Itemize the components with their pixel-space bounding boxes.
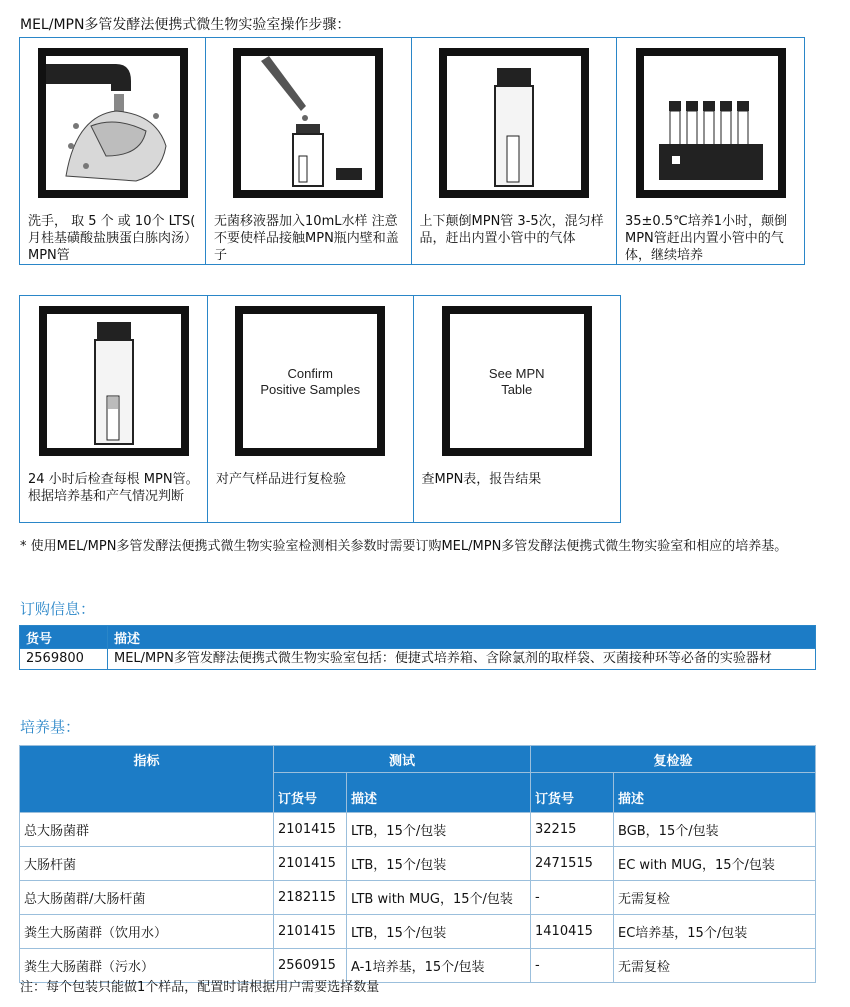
order-header-desc: 描述 bbox=[108, 626, 816, 649]
media-confirm-code: 1410415 bbox=[531, 915, 614, 949]
media-confirm-desc: EC with MUG，15个/包装 bbox=[614, 847, 816, 881]
media-header-indicator: 指标 bbox=[20, 746, 274, 813]
step-caption: 查MPN表，报告结果 bbox=[421, 472, 542, 487]
media-test-desc: LTB，15个/包装 bbox=[347, 847, 531, 881]
step-caption: 24 小时后检查每根 MPN管。根据培养基和产气情况判断 bbox=[28, 472, 199, 504]
media-confirm-desc: 无需复检 bbox=[614, 949, 816, 983]
media-indicator: 大肠杆菌 bbox=[20, 847, 274, 881]
media-indicator: 粪生大肠菌群（饮用水） bbox=[20, 915, 274, 949]
order-header-code: 货号 bbox=[20, 626, 108, 649]
media-sub-confirm-desc: 描述 bbox=[614, 773, 816, 813]
confirm-frame-text: Confirm Positive Samples bbox=[260, 366, 361, 397]
order-code: 2569800 bbox=[20, 649, 108, 670]
media-test-desc: A-1培养基，15个/包装 bbox=[347, 949, 531, 983]
step-caption: 洗手， 取 5 个 或 10个 LTS( 月桂基磺酸盐胰蛋白胨肉汤）MPN管 bbox=[28, 214, 198, 263]
step-cell bbox=[208, 296, 414, 523]
media-confirm-desc: BGB，15个/包装 bbox=[614, 813, 816, 847]
media-test-code: 2101415 bbox=[274, 915, 347, 949]
media-confirm-code: - bbox=[531, 881, 614, 915]
page-title: MEL/MPN多管发酵法便携式微生物实验室操作步骤： bbox=[20, 17, 351, 33]
media-table bbox=[19, 745, 816, 983]
step-caption: 无菌移液器加入10mL水样 注意不要使样品接触MPN瓶内壁和盖子 bbox=[214, 214, 399, 263]
pipette-icon bbox=[233, 48, 383, 198]
media-header-confirm: 复检验 bbox=[531, 746, 816, 773]
media-confirm-desc: EC培养基，15个/包装 bbox=[614, 915, 816, 949]
order-table bbox=[19, 625, 816, 670]
step-cell bbox=[617, 38, 805, 265]
step-cell bbox=[411, 38, 616, 265]
media-test-code: 2182115 bbox=[274, 881, 347, 915]
confirm-icon bbox=[235, 306, 385, 456]
media-test-desc: LTB with MUG，15个/包装 bbox=[347, 881, 531, 915]
step-caption: 对产气样品进行复检验 bbox=[216, 472, 347, 487]
order-section-title: 订购信息： bbox=[20, 600, 96, 618]
mpn-tube-gas-icon bbox=[39, 306, 189, 456]
media-confirm-code: 32215 bbox=[531, 813, 614, 847]
media-indicator: 总大肠菌群 bbox=[20, 813, 274, 847]
steps-grid-row1 bbox=[19, 37, 805, 265]
media-test-code: 2101415 bbox=[274, 847, 347, 881]
media-test-desc: LTB，15个/包装 bbox=[347, 813, 531, 847]
table-row bbox=[20, 915, 816, 949]
media-confirm-code: - bbox=[531, 949, 614, 983]
media-sub-test-desc: 描述 bbox=[347, 773, 531, 813]
media-section-title: 培养基： bbox=[20, 718, 81, 736]
media-test-code: 2560915 bbox=[274, 949, 347, 983]
media-indicator: 总大肠菌群/大肠杆菌 bbox=[20, 881, 274, 915]
step-caption: 35±0.5℃培养1小时，颠倒MPN管赶出内置小管中的气体，继续培养 bbox=[625, 214, 787, 263]
media-sub-confirm-code: 订货号 bbox=[531, 773, 614, 813]
footnote: 注：每个包装只能做1个样品，配置时请根据用户需要选择数量 bbox=[20, 980, 380, 995]
usage-note: * 使用MEL/MPN多管发酵法便携式微生物实验室检测相关参数时需要订购MEL/MPN多管发酵法便携式微生物实验室和相应的培养基。 bbox=[20, 539, 788, 554]
table-row bbox=[20, 813, 816, 847]
mpn-tube-icon bbox=[439, 48, 589, 198]
media-sub-test-code: 订货号 bbox=[274, 773, 347, 813]
step-caption: 上下颠倒MPN管 3-5次，混匀样品，赶出内置小管中的气体 bbox=[419, 214, 604, 246]
media-test-code: 2101415 bbox=[274, 813, 347, 847]
order-desc: MEL/MPN多管发酵法便携式微生物实验室包括：便捷式培养箱、含除氯剂的取样袋、灭菌接种环等必备的实验器材 bbox=[108, 649, 816, 670]
table-row bbox=[20, 881, 816, 915]
table-row bbox=[20, 847, 816, 881]
incubator-icon bbox=[636, 48, 786, 198]
media-confirm-code: 2471515 bbox=[531, 847, 614, 881]
step-cell bbox=[20, 38, 206, 265]
steps-grid-row2 bbox=[19, 295, 621, 523]
mpn-table-frame-text: See MPN Table bbox=[488, 366, 545, 397]
media-test-desc: LTB，15个/包装 bbox=[347, 915, 531, 949]
table-row bbox=[20, 649, 816, 670]
step-cell bbox=[20, 296, 208, 523]
step-cell bbox=[206, 38, 411, 265]
media-indicator: 粪生大肠菌群（污水） bbox=[20, 949, 274, 983]
mpn-table-icon bbox=[442, 306, 592, 456]
step-cell bbox=[413, 296, 620, 523]
hand-washing-icon bbox=[38, 48, 188, 198]
media-confirm-desc: 无需复检 bbox=[614, 881, 816, 915]
media-header-test: 测试 bbox=[274, 746, 531, 773]
